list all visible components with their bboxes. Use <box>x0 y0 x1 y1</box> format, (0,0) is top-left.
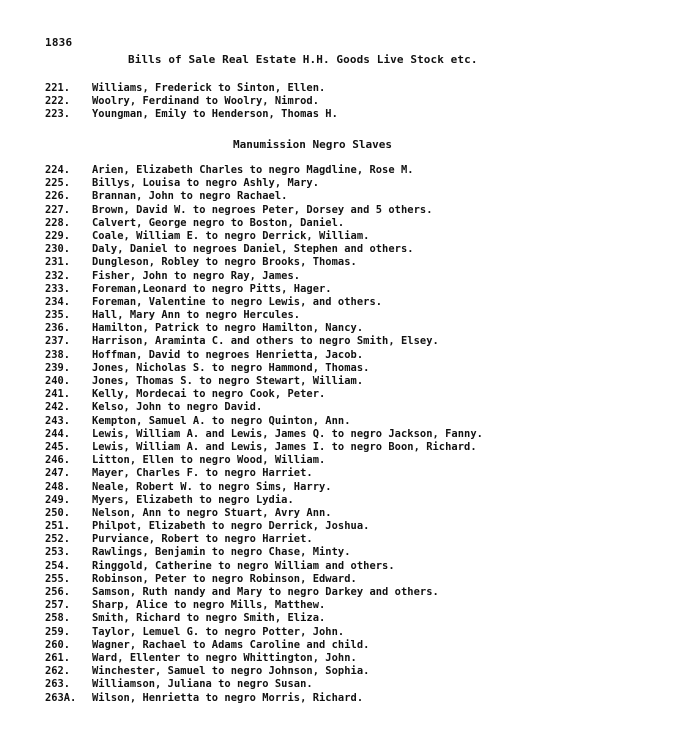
entry-text: Robinson, Peter to negro Robinson, Edward. <box>92 572 357 585</box>
entry-text: Brown, David W. to negroes Peter, Dorsey and 5 others. <box>92 203 433 216</box>
entry-number: 239. <box>45 361 71 374</box>
entry-text: Purviance, Robert to negro Harriet. <box>92 533 313 546</box>
entry-text: Hoffman, David to negroes Henrietta, Jacob. <box>92 348 364 361</box>
entry-text: Kempton, Samuel A. to negro Quinton, Ann. <box>92 414 351 427</box>
manumission-entry <box>45 481 483 494</box>
manumission-entry <box>45 243 483 256</box>
entry-text: Wilson, Henrietta to negro Morris, Richard. <box>92 691 364 704</box>
section-title: Manumission Negro Slaves <box>233 138 392 151</box>
entry-number: 256. <box>45 586 71 598</box>
entry-text: Williamson, Juliana to negro Susan. <box>92 678 313 691</box>
manumission-entry <box>45 520 483 533</box>
manumission-entry <box>45 401 483 414</box>
manumission-entry <box>45 362 483 375</box>
manumission-entry <box>45 586 483 599</box>
entry-number: 258. <box>45 612 71 625</box>
manumission-entry <box>45 270 483 283</box>
entry-text: Nelson, Ann to negro Stuart, Avry Ann. <box>92 506 332 519</box>
manumission-entry <box>45 322 483 335</box>
manumission-entry <box>45 177 483 190</box>
bill-of-sale-entry <box>45 82 338 95</box>
entry-text: Lewis, William A. and Lewis, James Q. to negro Jackson, Fanny. <box>92 427 483 440</box>
manumission-entry <box>45 375 483 388</box>
entry-text: Foreman,Leonard to negro Pitts, Hager. <box>92 282 332 295</box>
entry-text: Jones, Nicholas S. to negro Hammond, Thomas. <box>92 361 370 374</box>
entry-text: Hall, Mary Ann to negro Hercules. <box>92 309 301 322</box>
entry-text: Youngman, Emily to Henderson, Thomas H. <box>92 108 338 121</box>
entry-number: 222. <box>45 95 71 108</box>
entry-text: Kelly, Mordecai to negro Cook, Peter. <box>92 388 326 401</box>
entry-number: 225. <box>45 177 71 190</box>
entry-number: 234. <box>45 295 71 308</box>
entry-text: Litton, Ellen to negro Wood, William. <box>92 454 326 467</box>
entry-number: 249. <box>45 493 71 506</box>
entry-text: Daly, Daniel to negroes Daniel, Stephen and others. <box>92 243 414 256</box>
manumission-entry <box>45 349 483 362</box>
entry-number: 232. <box>45 269 71 282</box>
entry-number: 245. <box>45 440 71 453</box>
entry-number: 247. <box>45 467 71 480</box>
manumission-entry <box>45 388 483 401</box>
entry-number: 246. <box>45 454 71 467</box>
entry-text: Calvert, George negro to Boston, Daniel. <box>92 216 345 229</box>
entry-number: 231. <box>45 256 71 269</box>
entry-text: Kelso, John to negro David. <box>92 401 263 414</box>
manumission-entry <box>45 190 483 203</box>
entry-text: Smith, Richard to negro Smith, Eliza. <box>92 612 326 625</box>
entry-text: Dungleson, Robley to negro Brooks, Thomas. <box>92 256 357 269</box>
manumission-entry <box>45 467 483 480</box>
entry-number: 254. <box>45 559 71 572</box>
entry-number: 229. <box>45 229 71 242</box>
manumission-entry <box>45 546 483 559</box>
entry-number: 230. <box>45 243 71 256</box>
manumission-entry <box>45 599 483 612</box>
manumission-entry <box>45 309 483 322</box>
entry-number: 228. <box>45 216 71 229</box>
manumission-entry <box>45 164 483 177</box>
entry-number: 224. <box>45 164 71 176</box>
entry-number: 259. <box>45 625 71 638</box>
manumission-entry <box>45 283 483 296</box>
entry-text: Sharp, Alice to negro Mills, Matthew. <box>92 599 326 612</box>
entry-number: 261. <box>45 651 71 664</box>
manumission-entry <box>45 428 483 441</box>
entry-number: 223. <box>45 108 71 121</box>
manumission-entry <box>45 612 483 625</box>
entry-number: 235. <box>45 309 71 322</box>
entry-text: Philpot, Elizabeth to negro Derrick, Joshua. <box>92 520 370 533</box>
entry-number: 237. <box>45 335 71 348</box>
bill-of-sale-list <box>45 82 338 122</box>
manumission-entry <box>45 560 483 573</box>
entry-text: Taylor, Lemuel G. to negro Potter, John. <box>92 625 345 638</box>
entry-number: 252. <box>45 533 71 546</box>
manumission-entry <box>45 665 483 678</box>
entry-text: Winchester, Samuel to negro Johnson, Sophia. <box>92 665 370 678</box>
entry-text: Woolry, Ferdinand to Woolry, Nimrod. <box>92 95 320 108</box>
manumission-entry <box>45 441 483 454</box>
entry-number: 260. <box>45 638 71 651</box>
entry-number: 253. <box>45 546 71 559</box>
manumission-entry <box>45 533 483 546</box>
entry-text: Fisher, John to negro Ray, James. <box>92 269 301 282</box>
manumission-entry <box>45 296 483 309</box>
entry-number: 243. <box>45 414 71 427</box>
manumission-entry <box>45 204 483 217</box>
entry-number: 250. <box>45 506 71 519</box>
entry-text: Foreman, Valentine to negro Lewis, and others. <box>92 295 383 308</box>
manumission-entry <box>45 335 483 348</box>
entry-number: 248. <box>45 480 71 493</box>
entry-number: 244. <box>45 427 71 440</box>
manumission-entry <box>45 678 483 691</box>
manumission-entry <box>45 454 483 467</box>
entry-number: 233. <box>45 282 71 295</box>
entry-text: Harrison, Araminta C. and others to negro Smith, Elsey. <box>92 335 439 348</box>
manumission-entry <box>45 494 483 507</box>
entry-text: Myers, Elizabeth to negro Lydia. <box>92 493 294 506</box>
entry-number: 263A. <box>45 691 77 704</box>
manumission-list <box>45 164 483 705</box>
entry-text: Ward, Ellenter to negro Whittington, John. <box>92 651 357 664</box>
entry-number: 251. <box>45 520 71 533</box>
bill-of-sale-entry <box>45 108 338 121</box>
manumission-entry <box>45 573 483 586</box>
entry-text: Samson, Ruth nandy and Mary to negro Darkey and others. <box>92 586 439 598</box>
entry-number: 226. <box>45 190 71 203</box>
entry-number: 238. <box>45 348 71 361</box>
entry-text: Jones, Thomas S. to negro Stewart, William. <box>92 375 364 387</box>
entry-text: Arien, Elizabeth Charles to negro Magdline, Rose M. <box>92 164 414 176</box>
entry-text: Mayer, Charles F. to negro Harriet. <box>92 467 313 480</box>
entry-text: Billys, Louisa to negro Ashly, Mary. <box>92 177 320 190</box>
bill-of-sale-entry <box>45 95 338 108</box>
manumission-entry <box>45 415 483 428</box>
entry-number: 263. <box>45 678 71 691</box>
entry-number: 236. <box>45 322 71 335</box>
entry-number: 241. <box>45 388 71 401</box>
entry-text: Neale, Robert W. to negro Sims, Harry. <box>92 480 332 493</box>
manumission-entry <box>45 230 483 243</box>
entry-text: Williams, Frederick to Sinton, Ellen. <box>92 82 326 94</box>
entry-text: Rawlings, Benjamin to negro Chase, Minty. <box>92 546 351 559</box>
page-year: 1836 <box>45 36 73 49</box>
entry-number: 240. <box>45 375 71 387</box>
entry-number: 227. <box>45 203 71 216</box>
entry-text: Brannan, John to negro Rachael. <box>92 190 288 203</box>
entry-number: 255. <box>45 572 71 585</box>
manumission-entry <box>45 652 483 665</box>
entry-number: 257. <box>45 599 71 612</box>
entry-text: Lewis, William A. and Lewis, James I. to negro Boon, Richard. <box>92 440 477 453</box>
manumission-entry <box>45 217 483 230</box>
entry-text: Hamilton, Patrick to negro Hamilton, Nancy. <box>92 322 364 335</box>
manumission-entry <box>45 692 483 705</box>
manumission-entry <box>45 639 483 652</box>
entry-text: Coale, William E. to negro Derrick, William. <box>92 229 370 242</box>
entry-number: 221. <box>45 82 71 94</box>
manumission-entry <box>45 626 483 639</box>
manumission-entry <box>45 507 483 520</box>
entry-text: Ringgold, Catherine to negro William and others. <box>92 559 395 572</box>
entry-number: 262. <box>45 665 71 678</box>
entry-text: Wagner, Rachael to Adams Caroline and child. <box>92 638 370 651</box>
manumission-entry <box>45 256 483 269</box>
entry-number: 242. <box>45 401 71 414</box>
document-title: Bills of Sale Real Estate H.H. Goods Live Stock etc. <box>128 53 478 66</box>
